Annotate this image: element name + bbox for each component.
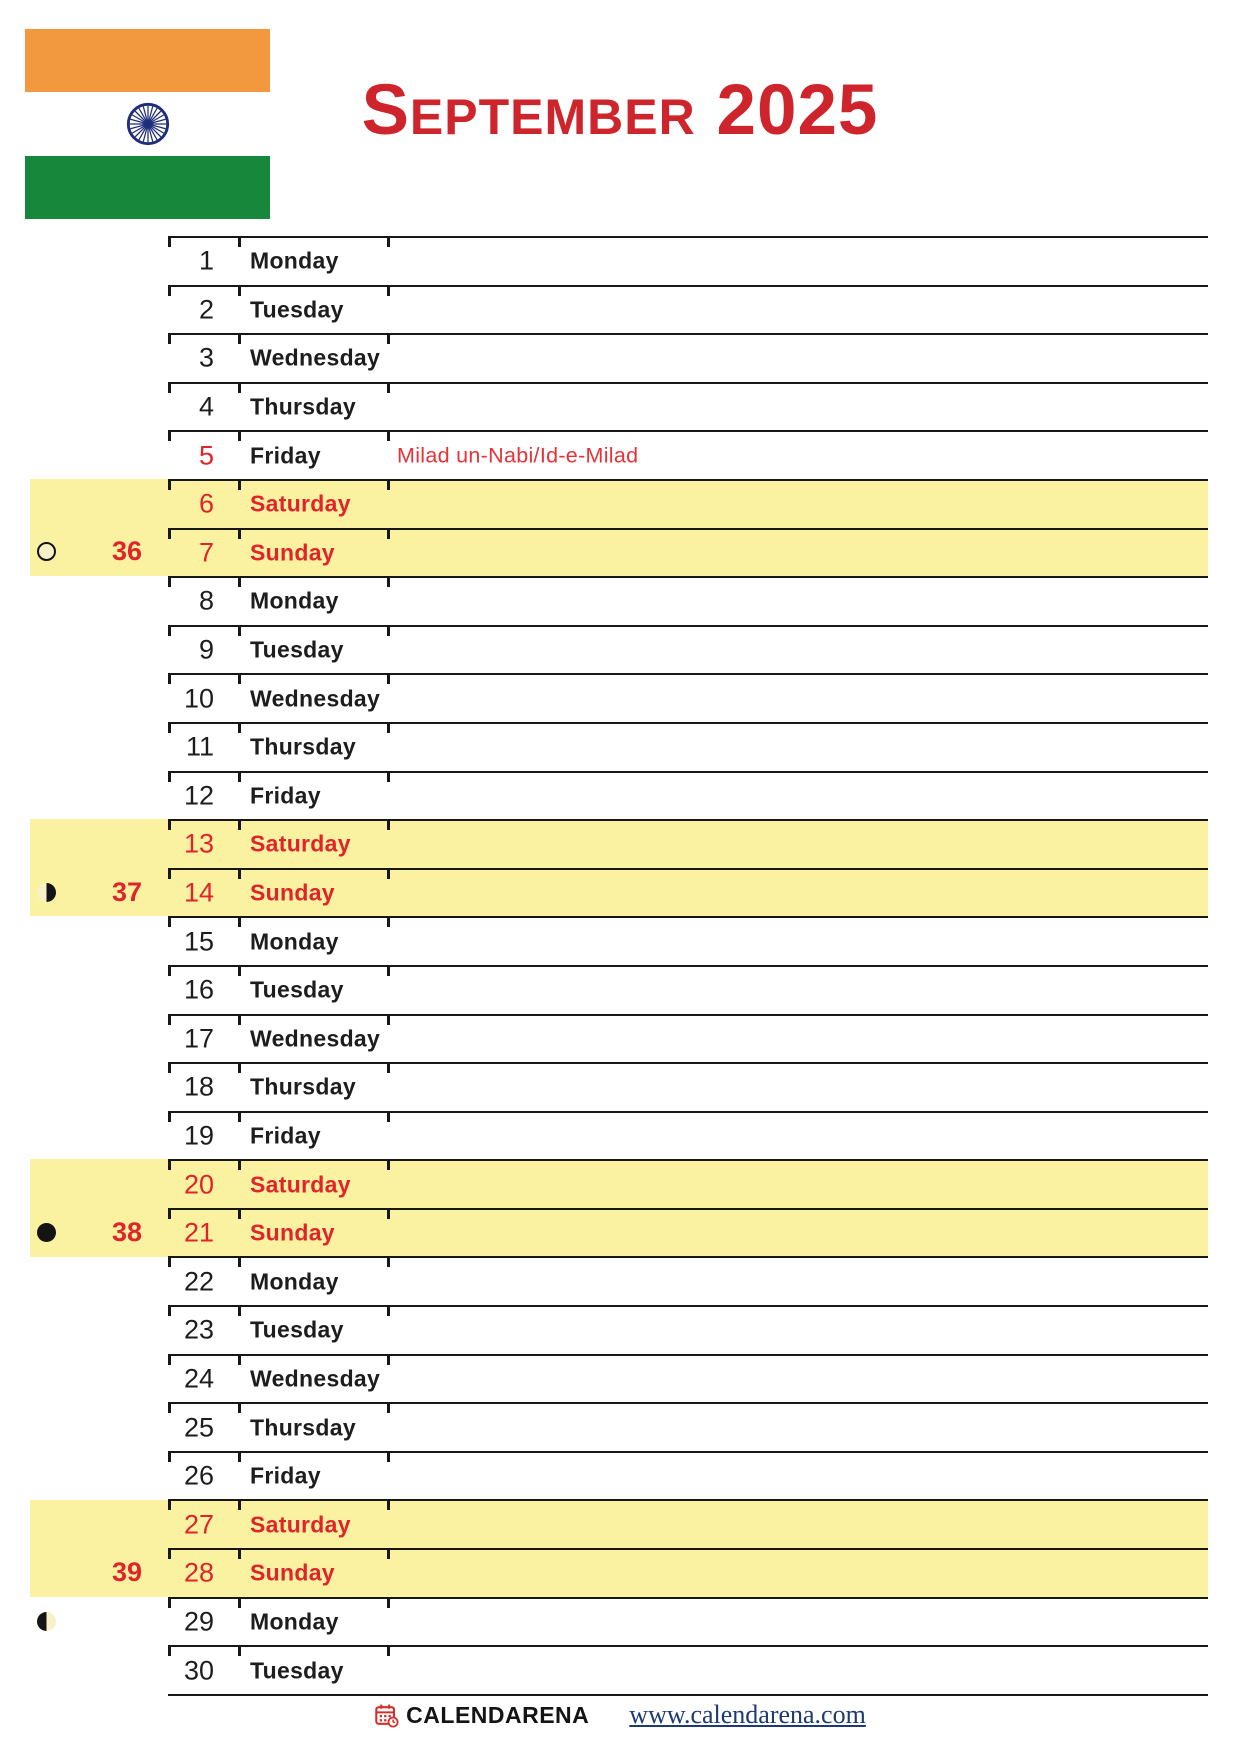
tick-mark — [387, 1356, 390, 1365]
tick-mark — [238, 821, 241, 830]
day-name: Monday — [250, 587, 339, 614]
tick-mark — [238, 384, 241, 393]
day-row — [168, 1499, 1208, 1548]
day-number: 10 — [183, 683, 214, 714]
day-name: Sunday — [250, 1219, 335, 1246]
day-name: Monday — [250, 1608, 339, 1635]
tick-mark — [238, 1064, 241, 1073]
day-number: 28 — [183, 1557, 214, 1588]
day-row — [168, 333, 1208, 382]
tick-mark — [387, 967, 390, 976]
tick-mark — [387, 1258, 390, 1267]
day-number: 30 — [183, 1655, 214, 1686]
day-row — [168, 1014, 1208, 1063]
day-number: 5 — [198, 440, 214, 471]
tick-mark — [238, 675, 241, 684]
tick-mark — [238, 1647, 241, 1656]
week-number: 38 — [111, 1216, 142, 1247]
tick-mark — [387, 530, 390, 539]
day-number: 8 — [198, 585, 214, 616]
day-number: 1 — [198, 245, 214, 276]
week-number: 37 — [111, 876, 142, 907]
day-name: Saturday — [250, 1511, 351, 1538]
day-name: Wednesday — [250, 1365, 381, 1392]
tick-mark — [387, 773, 390, 782]
day-row — [168, 236, 1208, 285]
day-row — [168, 1451, 1208, 1500]
day-row — [168, 1256, 1208, 1305]
tick-mark — [238, 724, 241, 733]
day-name: Thursday — [250, 1073, 356, 1100]
day-row — [168, 1111, 1208, 1160]
tick-mark — [387, 1647, 390, 1656]
flag-green-band — [25, 156, 270, 219]
week-number: 39 — [111, 1556, 142, 1587]
tick-mark — [387, 335, 390, 344]
tick-mark — [238, 1210, 241, 1219]
day-row — [168, 1645, 1208, 1694]
day-name: Wednesday — [250, 685, 381, 712]
tick-mark — [387, 287, 390, 296]
tick-mark — [387, 1016, 390, 1025]
day-number: 12 — [183, 780, 214, 811]
day-name: Friday — [250, 782, 321, 809]
day-number: 14 — [183, 877, 214, 908]
tick-mark — [387, 1307, 390, 1316]
day-row — [168, 285, 1208, 334]
day-row — [168, 916, 1208, 965]
day-row — [168, 722, 1208, 771]
day-number: 27 — [183, 1509, 214, 1540]
day-name: Thursday — [250, 733, 356, 760]
day-number: 21 — [183, 1217, 214, 1248]
calendar-logo-icon — [374, 1703, 399, 1728]
day-number: 20 — [183, 1169, 214, 1200]
day-name: Tuesday — [250, 976, 344, 1003]
tick-mark — [387, 238, 390, 247]
tick-mark — [238, 627, 241, 636]
day-row — [168, 528, 1208, 577]
day-name: Friday — [250, 1462, 321, 1489]
day-row — [168, 771, 1208, 820]
website-link[interactable]: www.calendarena.com — [629, 1700, 866, 1729]
week-number: 36 — [111, 536, 142, 567]
first-quarter-moon-icon — [37, 1612, 56, 1631]
day-name: Monday — [250, 928, 339, 955]
day-name: Tuesday — [250, 1316, 344, 1343]
day-number: 15 — [183, 926, 214, 957]
day-number: 6 — [198, 488, 214, 519]
day-name: Wednesday — [250, 1025, 381, 1052]
day-name: Saturday — [250, 1171, 351, 1198]
day-row — [168, 1062, 1208, 1111]
day-number: 18 — [183, 1071, 214, 1102]
day-number: 29 — [183, 1606, 214, 1637]
day-name: Thursday — [250, 393, 356, 420]
day-row — [168, 1159, 1208, 1208]
day-number: 2 — [198, 294, 214, 325]
tick-mark — [238, 1550, 241, 1559]
tick-mark — [387, 432, 390, 441]
tick-mark — [387, 1161, 390, 1170]
tick-mark — [387, 724, 390, 733]
day-number: 17 — [183, 1023, 214, 1054]
day-name: Friday — [250, 442, 321, 469]
day-row — [168, 382, 1208, 431]
day-name: Tuesday — [250, 1657, 344, 1684]
day-row — [168, 1354, 1208, 1403]
ashoka-chakra-icon — [125, 101, 171, 147]
tick-mark — [238, 1016, 241, 1025]
footer — [0, 1700, 1240, 1730]
day-name: Monday — [250, 247, 339, 274]
day-row — [168, 625, 1208, 674]
day-number: 23 — [183, 1314, 214, 1345]
tick-mark — [387, 675, 390, 684]
tick-mark — [238, 1599, 241, 1608]
page-title: September 2025 — [361, 71, 879, 150]
day-number: 25 — [183, 1412, 214, 1443]
day-number: 16 — [183, 974, 214, 1005]
day-name: Monday — [250, 1268, 339, 1295]
tick-mark — [238, 1161, 241, 1170]
day-name: Friday — [250, 1122, 321, 1149]
day-number: 7 — [198, 537, 214, 568]
holiday-label: Milad un-Nabi/Id-e-Milad — [397, 443, 639, 468]
day-row — [168, 673, 1208, 722]
brand-name: CALENDARENA — [406, 1701, 590, 1728]
tick-mark — [387, 1599, 390, 1608]
day-name: Saturday — [250, 490, 351, 517]
tick-mark — [387, 1501, 390, 1510]
tick-mark — [238, 1501, 241, 1510]
tick-mark — [238, 481, 241, 490]
day-row — [168, 430, 1208, 479]
new-moon-moon-icon — [37, 1223, 56, 1242]
tick-mark — [387, 1064, 390, 1073]
tick-mark — [238, 335, 241, 344]
day-name: Saturday — [250, 830, 351, 857]
day-row — [168, 819, 1208, 868]
day-row — [168, 1548, 1208, 1597]
tick-mark — [387, 1113, 390, 1122]
day-number: 4 — [198, 391, 214, 422]
day-row — [168, 1305, 1208, 1354]
day-name: Sunday — [250, 879, 335, 906]
tick-mark — [387, 1210, 390, 1219]
flag-white-band — [25, 92, 270, 155]
day-name: Sunday — [250, 539, 335, 566]
day-row — [168, 1208, 1208, 1257]
day-number: 19 — [183, 1120, 214, 1151]
day-row — [168, 1597, 1208, 1646]
day-number: 26 — [183, 1460, 214, 1491]
day-row — [168, 868, 1208, 917]
tick-mark — [238, 773, 241, 782]
tick-mark — [238, 1356, 241, 1365]
tick-mark — [387, 918, 390, 927]
tick-mark — [238, 1404, 241, 1413]
last-quarter-moon-icon — [37, 883, 56, 902]
day-row — [168, 965, 1208, 1014]
tick-mark — [238, 578, 241, 587]
day-number: 13 — [183, 828, 214, 859]
day-row — [168, 576, 1208, 625]
tick-mark — [387, 1453, 390, 1462]
day-name: Tuesday — [250, 636, 344, 663]
tick-mark — [387, 578, 390, 587]
tick-mark — [238, 238, 241, 247]
tick-mark — [387, 481, 390, 490]
day-name: Tuesday — [250, 296, 344, 323]
brand-logo — [374, 1702, 589, 1729]
day-row — [168, 1402, 1208, 1451]
tick-mark — [387, 1550, 390, 1559]
tick-mark — [238, 1258, 241, 1267]
day-number: 9 — [198, 634, 214, 665]
day-name: Wednesday — [250, 344, 381, 371]
tick-mark — [387, 821, 390, 830]
tick-mark — [238, 432, 241, 441]
day-table — [168, 236, 1208, 1696]
tick-mark — [238, 918, 241, 927]
tick-mark — [387, 627, 390, 636]
tick-mark — [238, 530, 241, 539]
tick-mark — [387, 1404, 390, 1413]
tick-mark — [238, 1453, 241, 1462]
tick-mark — [238, 1307, 241, 1316]
tick-mark — [238, 870, 241, 879]
day-name: Thursday — [250, 1414, 356, 1441]
tick-mark — [238, 1113, 241, 1122]
tick-mark — [238, 967, 241, 976]
tick-mark — [238, 287, 241, 296]
day-number: 11 — [185, 731, 214, 762]
day-row — [168, 479, 1208, 528]
flag-saffron-band — [25, 29, 270, 92]
day-number: 3 — [198, 342, 214, 373]
tick-mark — [387, 870, 390, 879]
tick-mark — [387, 384, 390, 393]
day-number: 24 — [183, 1363, 214, 1394]
india-flag — [25, 29, 270, 219]
day-number: 22 — [183, 1266, 214, 1297]
day-name: Sunday — [250, 1559, 335, 1586]
